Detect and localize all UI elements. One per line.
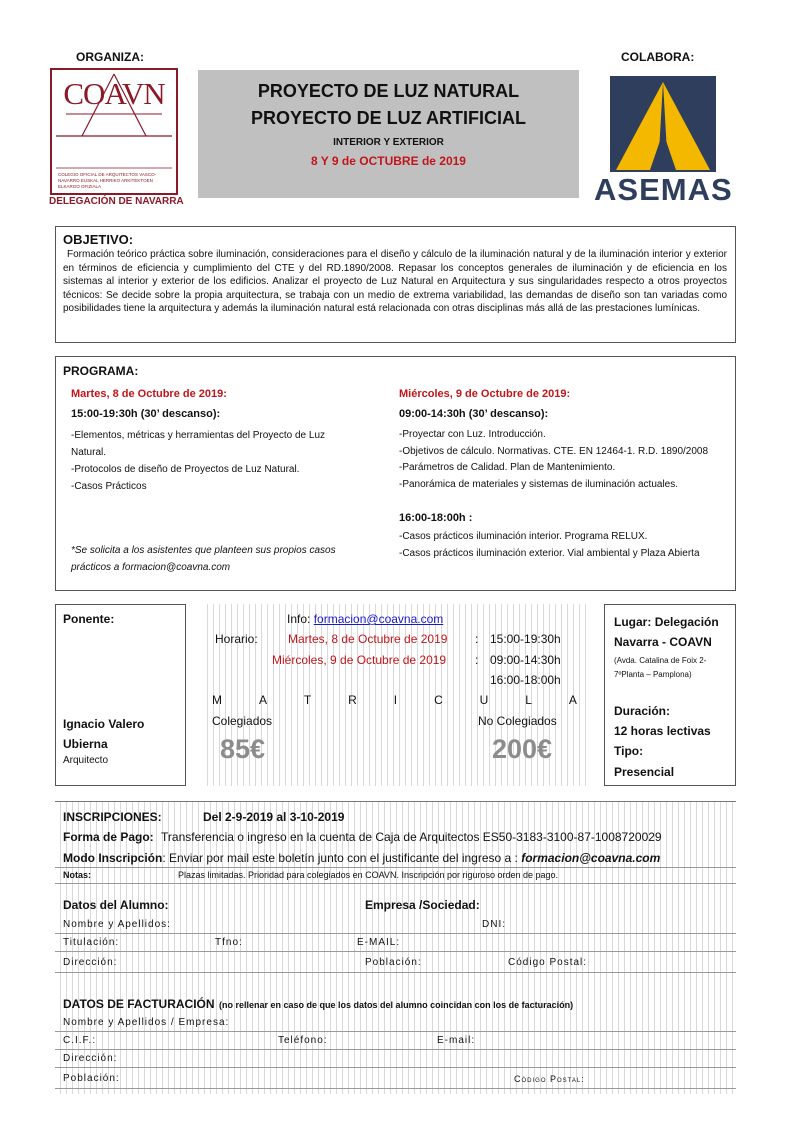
- subtitle: INTERIOR Y EXTERIOR: [333, 137, 444, 148]
- matricula-letter: A: [258, 693, 267, 707]
- organiza-label: ORGANIZA:: [76, 50, 144, 64]
- fact-row-cif[interactable]: [55, 1031, 736, 1050]
- fact-cif-label: C.I.F.:: [63, 1035, 97, 1046]
- matricula-letter: I: [393, 693, 398, 707]
- fact-telefono-label: Teléfono:: [278, 1035, 328, 1046]
- fact-cp-label: Código Postal:: [514, 1074, 585, 1084]
- coavn-logo-small: COLEGIO OFICIAL DE ARQUITECTOS VASCO-NAVARRO EUSKAL HERRIKO ARKITEKTOEN ELKARGO OFIZIALA: [58, 172, 157, 189]
- day1-list: [71, 427, 356, 495]
- day1-item: -Protocolos de diseño de Proyectos de Luz Natural.: [71, 464, 300, 475]
- ponente-box: [55, 604, 186, 786]
- day2-title: Miércoles, 9 de Octubre de 2019:: [399, 388, 571, 400]
- colegiados-label: Colegiados: [212, 714, 273, 728]
- price-colegiados: 85€: [220, 734, 266, 764]
- lugar-value: Delegación Navarra - COAVN: [614, 615, 719, 649]
- event-dates: 8 Y 9 de OCTUBRE de 2019: [311, 154, 466, 168]
- inscripcion-form: [55, 801, 736, 1094]
- field-titulacion-label: Titulación:: [63, 937, 120, 948]
- horario-sep1: :: [475, 632, 479, 646]
- ponente-name: Ignacio Valero Ubierna: [63, 717, 145, 751]
- field-poblacion-label: Población:: [365, 957, 422, 968]
- divider: [55, 867, 736, 868]
- tipo-label: Tipo:: [614, 744, 644, 758]
- horario-time3: 16:00-18:00h: [490, 673, 561, 687]
- fact-nombre-label: Nombre y Apellidos / Empresa:: [63, 1017, 230, 1028]
- day2-list1: [399, 427, 709, 493]
- modo-email: formacion@coavna.com: [521, 851, 661, 865]
- objetivo-heading: OBJETIVO:: [63, 232, 134, 247]
- info-panel: [202, 604, 589, 786]
- price-no-colegiados: 200€: [492, 734, 553, 764]
- facturacion-heading: DATOS DE FACTURACIÓN: [63, 997, 215, 1011]
- horario-time1: 15:00-19:30h: [490, 632, 561, 646]
- fact-email-label: E-mail:: [437, 1035, 476, 1046]
- day1-item: -Elementos, métricas y herramientas del Proyecto de Luz Natural.: [71, 430, 325, 458]
- divider: [55, 883, 736, 884]
- horario-time2: 09:00-14:30h: [490, 653, 561, 667]
- lugar-box: [604, 604, 736, 786]
- field-row-nombre[interactable]: [55, 915, 736, 934]
- programa-box: [55, 356, 736, 591]
- asemas-logo: [594, 74, 732, 208]
- day2-item: -Objetivos de cálculo. Normativas. CTE. EN 12464-1. R.D. 1890/2008: [399, 445, 709, 457]
- day2-item: -Proyectar con Luz. Introducción.: [399, 429, 546, 440]
- field-nombre-label: Nombre y Apellidos:: [63, 919, 171, 930]
- horario-sep2: :: [475, 653, 479, 667]
- no-colegiados-label: No Colegiados: [478, 714, 557, 728]
- notas-value: Plazas limitadas. Prioridad para colegiados en COAVN. Inscripción por riguroso orden de pago.: [178, 870, 559, 880]
- matricula-letter: C: [434, 693, 443, 707]
- objetivo-box: [55, 226, 736, 343]
- day1-time: 15:00-19:30h (30’ descanso):: [71, 408, 221, 420]
- title-luz-artificial: PROYECTO DE LUZ ARTIFICIAL: [250, 108, 526, 128]
- asemas-logo-text: ASEMAS: [594, 172, 733, 207]
- matricula-letter: T: [303, 693, 312, 707]
- matricula-letter: L: [525, 693, 532, 707]
- field-dni-label: DNI:: [482, 919, 506, 930]
- day2-item: -Parámetros de Calidad. Plan de Mantenimiento.: [399, 462, 616, 473]
- horario-day2: Miércoles, 9 de Octubre de 2019: [272, 653, 447, 667]
- delegacion-label: DELEGACIÓN DE NAVARRA: [49, 196, 184, 207]
- modo-line: [63, 851, 735, 865]
- lugar-text: [614, 612, 732, 652]
- day1-item: -Casos Prácticos: [71, 481, 147, 492]
- day2-time1: 09:00-14:30h (30’ descanso):: [399, 408, 549, 420]
- matricula-letter: M: [212, 693, 222, 707]
- coavn-logo-text: COAVN: [63, 76, 165, 111]
- programa-heading: PROGRAMA:: [63, 364, 139, 378]
- modo-label: Modo Inscripción: [63, 851, 163, 865]
- notas-label: Notas:: [63, 870, 92, 880]
- field-row-direccion[interactable]: [55, 951, 736, 973]
- facturacion-heading-line: [63, 995, 573, 1013]
- ponente-label: Ponente:: [63, 612, 115, 626]
- asemas-triangle-icon: [594, 74, 732, 174]
- fact-row-poblacion[interactable]: [55, 1067, 736, 1089]
- horario-day1: Martes, 8 de Octubre de 2019: [288, 632, 448, 646]
- inscripciones-label: INSCRIPCIONES:: [63, 810, 162, 824]
- matricula-letter: A: [568, 693, 577, 707]
- lugar-label: Lugar:: [614, 615, 652, 629]
- facturacion-note: (no rellenar en caso de que los datos del alumno coincidan con los de facturación): [219, 1000, 574, 1010]
- matricula-letter: R: [348, 693, 357, 707]
- coavn-logo: [50, 68, 178, 195]
- inscripciones-value: Del 2-9-2019 al 3-10-2019: [203, 810, 345, 824]
- field-direccion-label: Dirección:: [63, 957, 118, 968]
- modo-value: : Enviar por mail este boletín junto con el justificante del ingreso a :: [162, 851, 518, 865]
- day1-title: Martes, 8 de Octubre de 2019:: [71, 388, 227, 400]
- field-cp-label: Código Postal:: [508, 957, 588, 968]
- pago-value: Transferencia o ingreso en la cuenta de Caja de Arquitectos ES50-3183-3100-87-1008720029: [161, 830, 662, 844]
- matricula-letter: U: [479, 693, 489, 707]
- horario-label: Horario:: [215, 632, 258, 646]
- info-line: [287, 612, 443, 626]
- forma-pago-line: [63, 830, 735, 844]
- title-luz-natural: PROYECTO DE LUZ NATURAL: [257, 81, 520, 101]
- objetivo-text: Formación teórico práctica sobre iluminación, consideraciones para el diseño y cálculo de la iluminación natural y de la iluminación interior y exterior en términos de eficiencia y cumplimiento del CTE y del RD.1890/2008. Repasar los conceptos generales de iluminación y de eficiencia en los sistemas al interior y exterior de los edificios. Analizar el proyecto de Luz Natural en Arquitectura y sus singularidades respecto a otros proyectos técnicos: Se decide sobre la propia arquitectura, se trabaja con un medio de extrema variabilidad, las demandas de diseño son tan variadas como posibilidades tiene la arquitectura y además la iluminación natural está relacionada con otras disciplinas más allá de las prestaciones lumínicas.: [63, 249, 727, 314]
- duracion-value: 12 horas lectivas: [614, 724, 711, 738]
- matricula-row: [212, 693, 577, 707]
- field-row-titulacion[interactable]: [55, 933, 736, 952]
- ponente-role: Arquitecto: [63, 755, 109, 766]
- colabora-label: COLABORA:: [621, 50, 695, 64]
- fact-direccion-label: Dirección:: [63, 1053, 118, 1064]
- day2-list2: [399, 529, 709, 562]
- day2-item: -Casos prácticos iluminación interior. Programa RELUX.: [399, 531, 648, 542]
- empresa-heading: Empresa /Sociedad:: [365, 898, 480, 912]
- day2-item: -Panorámica de materiales y sistemas de iluminación actuales.: [399, 478, 679, 490]
- fact-poblacion-label: Población:: [63, 1073, 120, 1084]
- title-box: [198, 70, 579, 198]
- info-label: Info:: [287, 612, 311, 626]
- duracion-label: Duración:: [614, 704, 671, 718]
- pago-label: Forma de Pago:: [63, 830, 154, 844]
- info-email-link[interactable]: formacion@coavna.com: [313, 612, 444, 626]
- tipo-value: Presencial: [614, 765, 675, 779]
- programa-note: *Se solicita a los asistentes que planteen sus propios casos prácticos a formacion@coavna.com: [71, 545, 336, 573]
- fact-row-nombre[interactable]: [55, 1013, 736, 1032]
- fact-row-direccion[interactable]: [55, 1049, 736, 1068]
- alumno-heading: Datos del Alumno:: [63, 898, 169, 912]
- lugar-address: (Avda. Catalina de Foix 2-7ºPlanta – Pamplona): [614, 656, 707, 679]
- field-tfno-label: Tfno:: [215, 937, 243, 948]
- field-email-label: E-MAIL:: [357, 937, 401, 948]
- day2-item: -Casos prácticos iluminación exterior. Vial ambiental y Plaza Abierta: [399, 547, 700, 559]
- day2-time2: 16:00-18:00h :: [399, 512, 473, 524]
